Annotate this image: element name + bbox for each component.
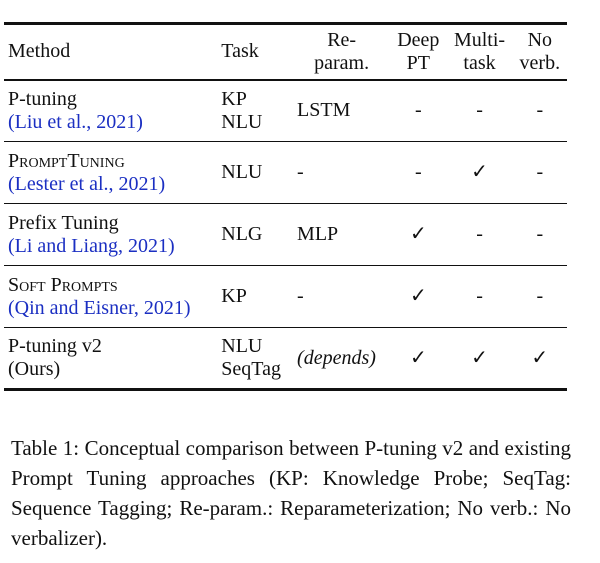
task-line: NLU (221, 335, 263, 357)
comparison-table (4, 22, 567, 391)
table-row (4, 328, 567, 390)
method-citation-link[interactable]: (Li and Liang, 2021) (8, 234, 175, 257)
method-name: Prefix Tuning (8, 211, 119, 234)
header-deep-pt (390, 24, 446, 80)
header-no-verb (513, 24, 567, 80)
method-citation: (Ours) (8, 358, 61, 380)
no-verb-cell: - (536, 223, 544, 245)
task-line: NLG (221, 223, 263, 245)
task-line: KP (221, 285, 247, 307)
header-multitask-line1: Multi- (453, 28, 506, 51)
header-multitask-line2: task (463, 51, 496, 74)
reparam-cell: - (297, 285, 304, 307)
task-line: NLU (221, 110, 263, 133)
deep-pt-cell: ✓ (409, 346, 427, 369)
table-row (4, 80, 567, 142)
method-cell (4, 80, 217, 142)
task-cell (217, 80, 293, 142)
table-row (4, 204, 567, 266)
task-cell (217, 204, 293, 266)
header-row (4, 24, 567, 80)
header-task: Task (221, 40, 259, 63)
method-name: PromptTuning (8, 149, 125, 172)
method-citation-link[interactable]: (Liu et al., 2021) (8, 110, 143, 133)
task-line: KP (221, 87, 247, 110)
reparam-cell: MLP (297, 223, 339, 245)
deep-pt-cell: - (415, 99, 422, 122)
header-no-verb-line2: verb. (519, 51, 561, 74)
reparam-cell: (depends) (297, 346, 376, 369)
header-method: Method (8, 40, 71, 63)
task-cell (217, 266, 293, 328)
table-caption: Table 1: Conceptual comparison between P-tuning v2 and existing Prompt Tuning approaches (KP: Knowledge Probe; SeqTag: Sequence Tagging; Re-param.: Reparameterization; No verb.: No verbalizer). (11, 436, 571, 550)
method-citation-link[interactable]: (Qin and Eisner, 2021) (8, 296, 191, 319)
method-cell (4, 204, 217, 266)
header-deep-pt-line1: Deep (397, 28, 440, 51)
multitask-cell: ✓ (471, 346, 488, 369)
reparam-cell: - (297, 161, 304, 183)
header-reparam-line1: Re- (327, 28, 357, 51)
method-cell (4, 142, 217, 204)
table-row (4, 266, 567, 328)
task-cell (217, 142, 293, 204)
method-cell (4, 266, 217, 328)
reparam-cell: LSTM (297, 99, 351, 122)
task-line: NLU (221, 161, 263, 183)
header-deep-pt-line2: PT (406, 51, 431, 74)
header-multitask (446, 24, 512, 80)
method-name: P-tuning (8, 87, 77, 110)
method-name: P-tuning v2 (8, 335, 102, 357)
header-reparam-line2: param. (314, 51, 370, 74)
deep-pt-cell: ✓ (409, 223, 427, 245)
multitask-cell: - (476, 223, 483, 245)
header-no-verb-line1: No (527, 28, 553, 51)
no-verb-cell: - (536, 161, 544, 183)
task-cell (217, 328, 293, 390)
header-reparam (293, 24, 390, 80)
multitask-cell: ✓ (471, 161, 488, 183)
no-verb-cell: ✓ (531, 346, 549, 369)
no-verb-cell: - (536, 285, 544, 307)
method-citation-link[interactable]: (Lester et al., 2021) (8, 172, 166, 195)
method-name: Soft Prompts (8, 273, 118, 296)
method-cell (4, 328, 217, 390)
no-verb-cell: - (536, 99, 544, 122)
deep-pt-cell: ✓ (409, 285, 427, 307)
multitask-cell: - (476, 285, 483, 307)
multitask-cell: - (476, 99, 483, 122)
task-line: SeqTag (221, 358, 281, 380)
table-row (4, 142, 567, 204)
deep-pt-cell: - (415, 161, 422, 183)
